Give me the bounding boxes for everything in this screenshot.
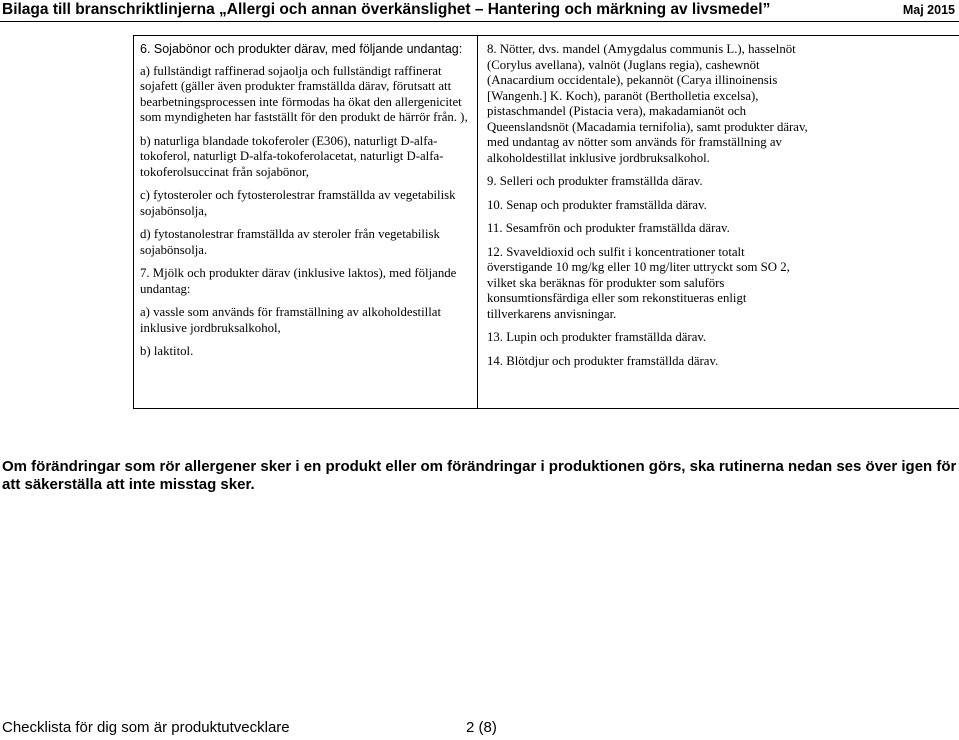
left-column [140, 42, 470, 360]
document-title: Bilaga till branschriktlinjerna „Allergi och annan överkänslighet – Hantering och märkning av livsmedel” [2, 1, 771, 18]
change-notice: Om förändringar som rör allergener sker i en produkt eller om förändringar i produktionen görs, ska rutinerna nedan ses över igen för att säkerställa att inte misstag sker. [2, 458, 957, 493]
document-date: Maj 2015 [902, 3, 955, 17]
exception-7b: b) laktitol. [140, 344, 194, 358]
allergen-item-6: 6. Sojabönor och produkter därav, med följande undantag: [140, 42, 463, 56]
exception-6b: b) naturliga blandade tokoferoler (E306), naturligt D-alfa-tokoferol, naturligt D-alfa-tokoferolacetat, naturligt D-alfa-tokoferolsuccinat från sojabönor, [140, 133, 444, 179]
allergen-item-12: 12. Svaveldioxid och sulfit i koncentrationer totalt överstigande 10 mg/kg eller 10 mg/liter uttryckt som SO 2, vilket ska beräknas för produkter som saluförs konsumtionsfärdiga eller som rekonstitueras enligt tillverkarens anvisningar. [487, 244, 790, 321]
exception-6d: d) fytostanolestrar framställda av steroler från vegetabilisk sojabönsolja. [140, 227, 440, 257]
footer-title: Checklista för dig som är produktutvecklare [2, 719, 290, 736]
exception-6c: c) fytosteroler och fytosterolestrar framställda av vegetabilisk sojabönsolja, [140, 188, 456, 218]
header-divider [0, 21, 959, 22]
allergen-item-9: 9. Selleri och produkter framställda därav. [487, 174, 703, 188]
allergen-item-14: 14. Blötdjur och produkter framställda därav. [487, 353, 719, 368]
allergen-item-7: 7. Mjölk och produkter därav (inklusive laktos), med följande undantag: [140, 266, 457, 296]
allergen-item-11: 11. Sesamfrön och produkter framställda därav. [487, 221, 730, 235]
allergen-item-13: 13. Lupin och produkter framställda därav. [487, 330, 707, 344]
column-divider [477, 36, 478, 408]
exception-6a: a) fullständigt raffinerad sojaolja och fullständigt raffinerat sojafett (gäller även produkter framställda därav, förutsatt att bearbetningsprocessen inte förmodas ha ökat den allergenicitet som myndigheten har fastställt för den produkt de härrör från. ), [140, 63, 468, 124]
exception-7a: a) vassle som används för framställning av alkoholdestillat inklusive jordbruksalkohol, [140, 305, 442, 335]
allergen-table [133, 35, 959, 409]
page-header [0, 0, 959, 22]
right-column [487, 42, 812, 369]
page-number: 2 (8) [466, 719, 497, 736]
allergen-item-10: 10. Senap och produkter framställda därav. [487, 197, 707, 212]
allergen-item-8: 8. Nötter, dvs. mandel (Amygdalus communis L.), hasselnöt (Corylus avellana), valnöt (Juglans regia), cashewnöt (Anacardium occidentale), pekannöt (Carya illinoinensis [Wangenh.] K. Koch), paranöt (Bertholletia excelsa), pistaschmandel (Pistacia vera), makadamianöt och Queenslandsnöt (Macadamia ternifolia), samt produkter därav, med undantag av nötter som används för framställning av alkoholdestillat inklusive jordbruksalkohol. [487, 42, 808, 165]
